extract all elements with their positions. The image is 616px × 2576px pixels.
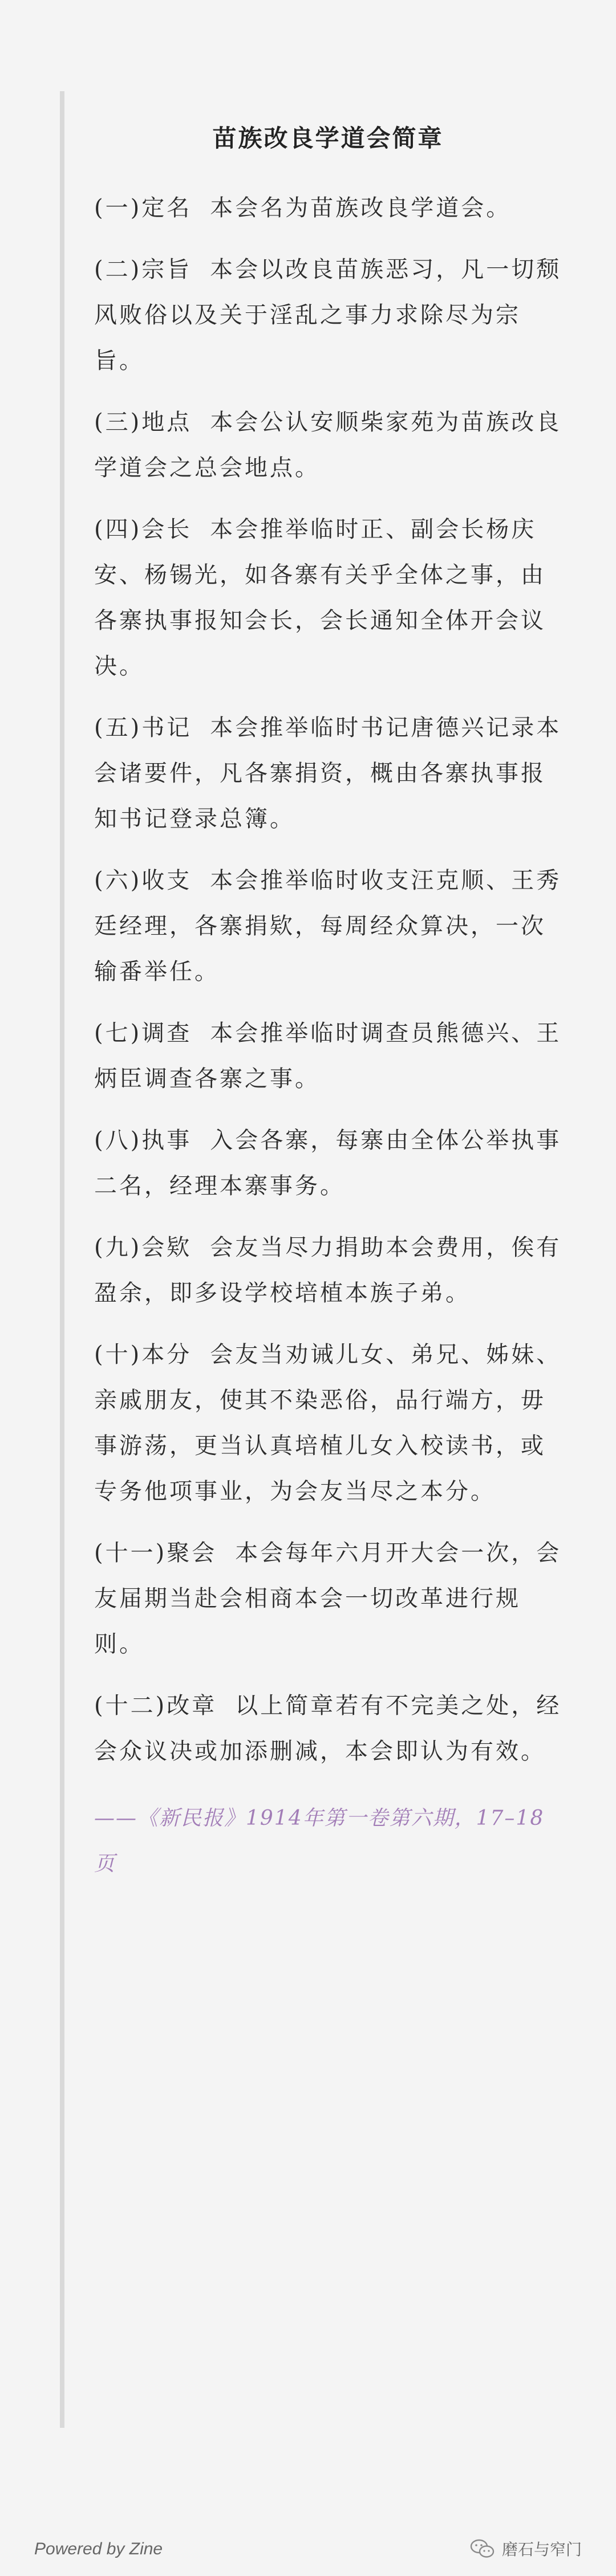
- source-citation: ——《新民报》1914年第一卷第六期，17–18页: [94, 1807, 545, 1876]
- article-item: [94, 185, 562, 231]
- article-item: [94, 1010, 562, 1102]
- article-body: [60, 91, 562, 2428]
- article-label: (四)会长: [94, 516, 192, 543]
- article-label: (十一)聚会: [94, 1540, 217, 1566]
- article-label: (八)执事: [94, 1127, 192, 1154]
- article-text: 本会推举临时调查员熊德兴、王炳臣调查各寨之事。: [94, 1020, 562, 1092]
- article-item: [94, 1530, 562, 1667]
- article-text: 入会各寨，每寨由全体公举执事二名，经理本寨事务。: [94, 1127, 562, 1199]
- article-label: (九)会欵: [94, 1234, 192, 1261]
- article-title: 苗族改良学道会简章: [212, 124, 444, 152]
- article-text: 本会推举临时正、副会长杨庆安、杨锡光，如各寨有关乎全体之事，由各寨执事报知会长，会长通知全体开会议决。: [94, 516, 546, 679]
- article-text: 会友当尽力捐助本会费用，俟有盈余，即多设学校培植本族子弟。: [94, 1234, 562, 1306]
- article-item: [94, 247, 562, 384]
- article-item: [94, 858, 562, 994]
- article-label: (一)定名: [94, 195, 192, 221]
- article-text: 本会推举临时书记唐德兴记录本会诸要件，凡各寨捐资，概由各寨执事报知书记登录总簿。: [94, 715, 562, 832]
- article-label: (三)地点: [94, 409, 192, 435]
- article-label: (二)宗旨: [94, 256, 192, 283]
- powered-by-text[interactable]: Powered by Zine: [34, 2540, 163, 2558]
- article-item: [94, 1332, 562, 1514]
- articles-list: [94, 185, 562, 1774]
- article-item: [94, 400, 562, 491]
- wechat-icon: [470, 2538, 495, 2559]
- article-label: (十二)改章: [94, 1693, 217, 1719]
- article-text: 本会每年六月开大会一次，会友届期当赴会相商本会一切改革进行规则。: [94, 1540, 562, 1657]
- account-attribution[interactable]: [470, 2537, 582, 2560]
- article-text: 本会公认安顺柴家苑为苗族改良学道会之总会地点。: [94, 409, 562, 481]
- article-item: [94, 507, 562, 689]
- article-text: 本会名为苗族改良学道会。: [210, 195, 512, 221]
- account-name: 磨石与窄门: [501, 2541, 582, 2558]
- article-text: 本会推举临时收支汪克顺、王秀廷经理，各寨捐欵，每周经众算决，一次输番举任。: [94, 867, 562, 985]
- article-item: [94, 1118, 562, 1209]
- article-item: [94, 1225, 562, 1316]
- article-item: [94, 1683, 562, 1774]
- article-text: 本会以改良苗族恶习，凡一切颓风败俗以及关于淫乱之事力求除尽为宗旨。: [94, 256, 562, 374]
- article-label: (五)书记: [94, 715, 192, 741]
- article-label: (七)调查: [94, 1020, 192, 1046]
- article-text: 会友当劝诫儿女、弟兄、姊妹、亲戚朋友，使其不染恶俗，品行端方，毋事游荡，更当认真培植儿女入校读书，或专务他项事业，为会友当尽之本分。: [94, 1342, 562, 1505]
- article-text: 以上简章若有不完美之处，经会众议决或加添删减，本会即认为有效。: [94, 1693, 562, 1764]
- article-label: (十)本分: [94, 1342, 192, 1368]
- article-item: [94, 705, 562, 842]
- article-label: (六)收支: [94, 867, 192, 894]
